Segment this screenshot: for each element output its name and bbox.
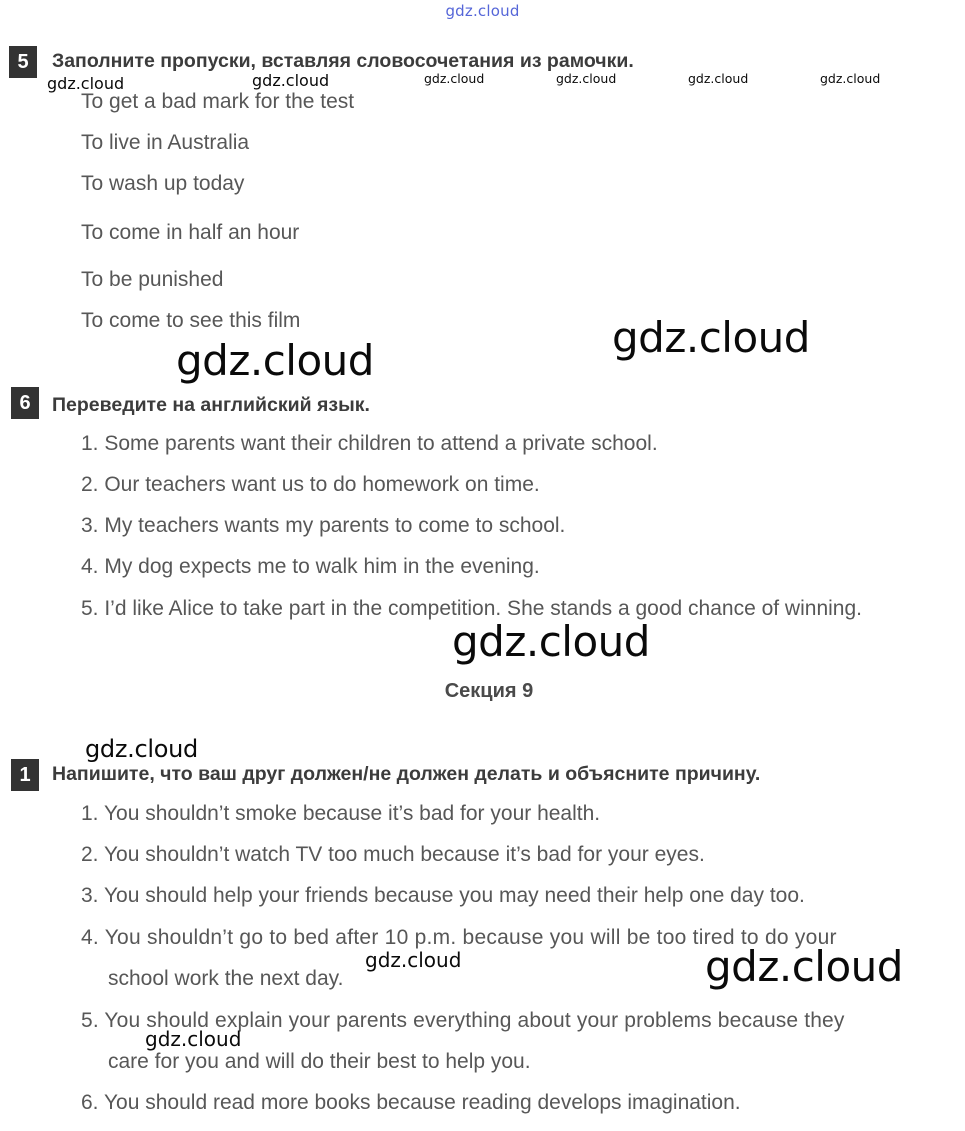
- exercise-5-item: To come to see this film: [81, 309, 301, 332]
- exercise-6-heading: Переведите на английский язык.: [52, 394, 370, 416]
- watermark: gdz.cloud: [252, 71, 330, 90]
- watermark: gdz.cloud: [176, 336, 374, 385]
- exercise-1-item: 5. You should explain your parents everything about your problems because they: [81, 1009, 845, 1032]
- exercise-5-item: To be punished: [81, 268, 224, 291]
- exercise-1-item: 2. You shouldn’t watch TV too much because it’s bad for your eyes.: [81, 843, 705, 866]
- exercise-5-item: To live in Australia: [81, 131, 250, 154]
- exercise-6-item: 5. I’d like Alice to take part in the competition. She stands a good chance of winning.: [81, 597, 862, 620]
- watermark: gdz.cloud: [820, 71, 881, 86]
- exercise-1-item: 3. You should help your friends because you may need their help one day too.: [81, 884, 805, 907]
- section-title: Секция 9: [444, 680, 534, 702]
- watermark: gdz.cloud: [705, 942, 903, 991]
- exercise-6-number-badge: 6: [11, 387, 39, 419]
- watermark: gdz.cloud: [612, 313, 810, 362]
- exercise-1-heading: Напишите, что ваш друг должен/не должен делать и объясните причину.: [52, 763, 761, 785]
- exercise-1-item: 1. You shouldn’t smoke because it’s bad for your health.: [81, 802, 601, 825]
- exercise-5-number-badge: 5: [9, 46, 37, 78]
- exercise-6-item: 1. Some parents want their children to attend a private school.: [81, 432, 658, 455]
- watermark: gdz.cloud: [424, 71, 485, 86]
- exercise-6-item: 2. Our teachers want us to do homework on time.: [81, 473, 540, 496]
- exercise-1-item: 6. You should read more books because reading develops imagination.: [81, 1091, 741, 1114]
- watermark: gdz.cloud: [145, 1027, 242, 1051]
- exercise-1-item-continuation: school work the next day.: [108, 967, 344, 990]
- exercise-5-item: To wash up today: [81, 172, 245, 195]
- watermark: gdz.cloud: [85, 735, 198, 763]
- watermark: gdz.cloud: [365, 948, 462, 972]
- exercise-5-heading: Заполните пропуски, вставляя словосочетания из рамочки.: [52, 50, 634, 72]
- exercise-1-item-continuation: care for you and will do their best to help you.: [108, 1050, 531, 1073]
- exercise-1-number-badge: 1: [11, 759, 39, 791]
- watermark: gdz.cloud: [556, 71, 617, 86]
- exercise-6-item: 3. My teachers wants my parents to come to school.: [81, 514, 566, 537]
- exercise-6-item: 4. My dog expects me to walk him in the evening.: [81, 555, 540, 578]
- exercise-5-item: To get a bad mark for the test: [81, 90, 355, 113]
- exercise-5-item: To come in half an hour: [81, 221, 300, 244]
- watermark: gdz.cloud: [452, 617, 650, 666]
- watermark: gdz.cloud: [688, 71, 749, 86]
- top-watermark: gdz.cloud: [445, 2, 520, 20]
- exercise-1-item: 4. You shouldn’t go to bed after 10 p.m. because you will be too tired to do your: [81, 926, 837, 949]
- watermark: gdz.cloud: [47, 74, 125, 93]
